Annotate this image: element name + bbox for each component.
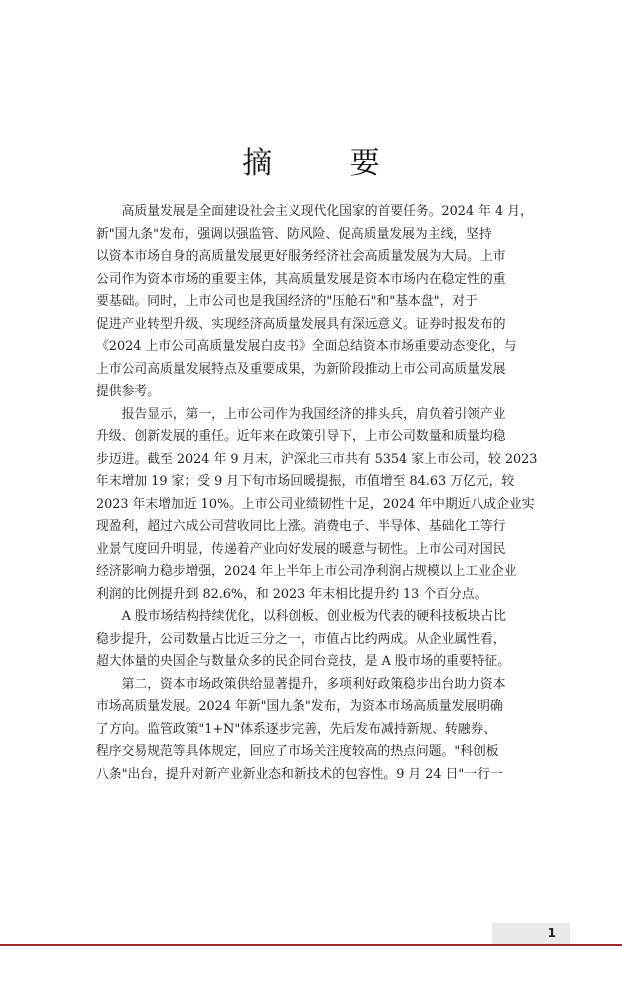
text-line: 以资本市场自身的高质量发展更好服务经济社会高质量发展为大局。上市: [96, 249, 506, 264]
text-line: 稳步提升，公司数量占比近三分之一，市值占比约两成。从企业属性看，: [96, 631, 506, 647]
text-line: 利润的比例提升到 82.6%，和 2023 年末相比提升约 13 个百分点。: [96, 586, 488, 602]
text-line: 升级、创新发展的重任。近年来在政策引导下，上市公司数量和质量均稳: [96, 429, 506, 444]
text-line: 八条"出台，提升对新产业新业态和新技术的包容性。9 月 24 日"一行一: [96, 766, 503, 782]
text-line: 市场高质量发展。2024 年新"国九条"发布，为资本市场高质量发展明确: [96, 699, 503, 714]
text-line: 经济影响力稳步增强，2024 年上半年上市公司净利润占规模以上工业企业: [96, 564, 517, 579]
text-line: 现盈利，超过六成公司营收同比上涨。消费电子、半导体、基础化工等行: [96, 519, 506, 534]
text-line: 了方向。监管政策"1+N"体系逐步完善，先后发布减持新规、转融券、: [96, 721, 497, 737]
text-line: 提供参考。: [96, 384, 160, 399]
abstract-body: [96, 201, 584, 786]
page-title: 摘 要: [242, 146, 414, 182]
text-line: 促进产业转型升级、实现经济高质量发展具有深远意义。证券时报发布的: [96, 316, 506, 332]
text-line: 业景气度回升明显，传递着产业向好发展的暖意与韧性。上市公司对国民: [96, 541, 506, 557]
text-line: 《2024 上市公司高质量发展白皮书》全面总结资本市场重要动态变化，与: [96, 339, 517, 354]
text-line: 第二，资本市场政策供给显著提升，多项利好政策稳步出台助力资本: [96, 676, 506, 692]
text-line: 步迈进。截至 2024 年 9 月末，沪深北三市共有 5354 家上市公司，较 2023: [96, 451, 538, 467]
text-line: 新"国九条"发布，强调以强监管、防风险、促高质量发展为主线，坚持: [96, 226, 492, 242]
page-number: 1: [492, 923, 570, 944]
text-line: A 股市场结构持续优化，以科创板、创业板为代表的硬科技板块占比: [96, 609, 507, 624]
text-line: 年末增加 19 家；受 9 月下旬市场回暖提振，市值增至 84.63 万亿元，较: [96, 474, 515, 489]
text-line: 2023 年末增加近 10%。上市公司业绩韧性十足，2024 年中期近八成企业实: [96, 496, 535, 512]
text-line: 高质量发展是全面建设社会主义现代化国家的首要任务。2024 年 4 月，: [96, 204, 533, 219]
text-line: 超大体量的央国企与数量众多的民企同台竞技，是 A 股市场的重要特征。: [96, 654, 511, 669]
text-line: 程序交易规范等具体规定，回应了市场关注度较高的热点问题。"科创板: [96, 744, 499, 759]
footer-divider: [0, 944, 622, 946]
text-line: 报告显示，第一，上市公司作为我国经济的排头兵，肩负着引领产业: [96, 406, 506, 422]
text-line: 上市公司高质量发展特点及重要成果，为新阶段推动上市公司高质量发展: [96, 361, 506, 377]
text-line: 要基础。同时，上市公司也是我国经济的"压舱石"和"基本盘"，对于: [96, 294, 478, 309]
text-line: 公司作为资本市场的重要主体，其高质量发展是资本市场内在稳定性的重: [96, 271, 506, 287]
